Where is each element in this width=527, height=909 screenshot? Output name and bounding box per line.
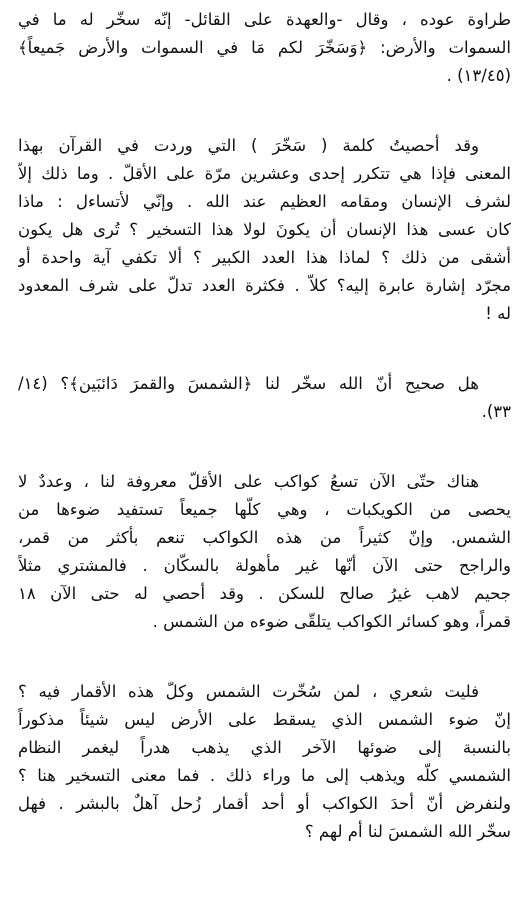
paragraph-line: فليت شعري ، لمن سُخّرت الشمس وكلّ هذه الأقمار فيه ؟ bbox=[18, 682, 479, 701]
paragraph-line: المعنى فإذا هي تتكرر إحدى وعشرين مرّة على الأقلّ . وما ذلك إلاّ bbox=[18, 164, 511, 183]
paragraph-line: ولنفرض أنّ أحدَ الكواكب أو أحد أقمار زُحل آهلٌ بالبشر . فهل bbox=[18, 794, 511, 813]
paragraph-line: يحصى من الكويكبات ، وهي كلّها جميعاً تستفيد ضوءها من bbox=[18, 500, 511, 519]
document-page bbox=[18, 6, 511, 846]
paragraph-line: سخّر الله الشمسَ لنا أم لهم ؟ bbox=[304, 822, 511, 841]
paragraph-4 bbox=[18, 468, 511, 636]
paragraph-line: السموات والأرض: ﴿وَسَخّرَ لكم مَا في السموات والأرض جَميعاً﴾ bbox=[18, 38, 511, 57]
paragraph-line: كان عسى هذا الإنسان أن يكونَ لولا هذا التسخير ؟ تُرى هل يكون bbox=[18, 220, 511, 239]
paragraph-line: بالنسبة إلى ضوئها الآخر الذي يذهب هدراً ليغمر النظام bbox=[18, 738, 511, 757]
paragraph-1 bbox=[18, 6, 511, 90]
paragraph-3 bbox=[18, 370, 511, 426]
paragraph-2 bbox=[18, 132, 511, 328]
paragraph-line: الشمس. وإنّ كثيراً من هذه الكواكب تنعم بأكثر من قمر، bbox=[18, 528, 511, 547]
paragraph-line: ٣٣). bbox=[481, 402, 511, 421]
paragraph-line: قمراً، وهو كسائر الكواكب يتلقّى ضوءه من الشمس . bbox=[152, 612, 511, 631]
paragraph-line: طراوة عوده ، وقال -والعهدة على القائل- إنّه سخّر له ما في bbox=[18, 10, 511, 29]
paragraph-line: جحيم لاهب غيرُ صالح للسكن . وقد أحصي له حتى الآن ١٨ bbox=[18, 584, 511, 603]
paragraph-line: مجرّد إشارة عابرة إليه؟ كلاّ . فكثرة العدد تدلّ على شرف المعدود bbox=[18, 276, 511, 295]
paragraph-line: لشرف الإنسان ومقامه العظيم عند الله . وإنّي لأتساءل : ماذا bbox=[18, 192, 511, 211]
paragraph-5 bbox=[18, 678, 511, 846]
paragraph-line: (١٣/٤٥) . bbox=[446, 66, 511, 85]
paragraph-line: هل صحيح أنّ الله سخّر لنا ﴿الشمسَ والقمرَ دَائبَين﴾؟ (١٤/ bbox=[18, 374, 479, 393]
paragraph-line: إنّ ضوء الشمس الذي يسقط على الأرض ليس شيئاً مذكوراً bbox=[18, 710, 511, 729]
paragraph-line: له ! bbox=[485, 304, 511, 323]
paragraph-line: وقد أحصيتُ كلمة ( سَخّرَ ) التي وردت في القرآن بهذا bbox=[18, 136, 479, 155]
paragraph-line: هناك حتّى الآن تسعُ كواكب على الأقلّ معروفة لنا ، وعددٌ لا bbox=[18, 472, 479, 491]
paragraph-line: والراجح حتى الآن أنّها غير مأهولة بالسكّان . فالمشتري مثلاً bbox=[18, 556, 511, 575]
paragraph-line: أشقى من ذلك ؟ لماذا هذا العدد الكبير ؟ ألا تكفي آية واحدة أو bbox=[18, 248, 511, 267]
paragraph-line: الشمسي كلّه ويذهب إلى ما وراء ذلك . فما معنى التسخير هنا ؟ bbox=[18, 766, 511, 785]
